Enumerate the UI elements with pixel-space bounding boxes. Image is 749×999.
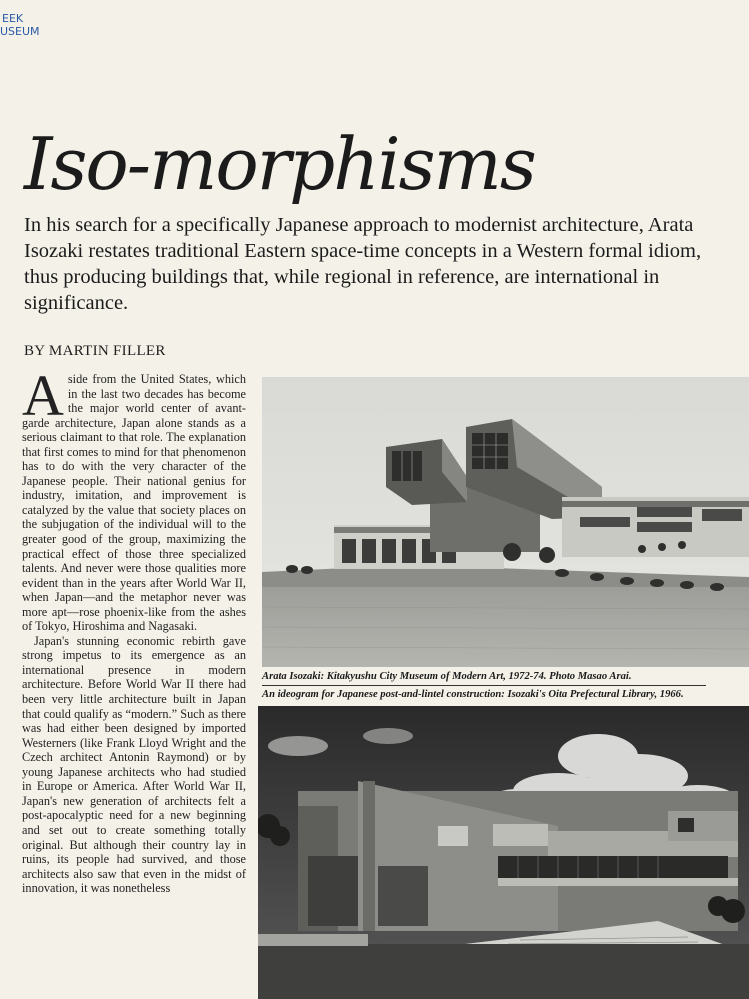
body-column bbox=[22, 363, 246, 896]
photo2-caption: An ideogram for Japanese post-and-lintel construction: Isozaki's Oita Prefectural Library, 1966. bbox=[262, 689, 684, 700]
stamp-line-2: USEUM bbox=[0, 25, 40, 38]
museum-photo bbox=[262, 377, 749, 667]
stamp-line-1: EEK bbox=[2, 12, 24, 25]
article-title: Iso-morphisms bbox=[24, 122, 535, 206]
library-photo bbox=[258, 706, 749, 999]
library-stamp bbox=[0, 12, 60, 38]
byline: BY MARTIN FILLER bbox=[24, 343, 166, 359]
caption-divider bbox=[262, 685, 706, 686]
article-dek: In his search for a specifically Japanese approach to modernist architecture, Arata Isozaki restates traditional Eastern space-time concepts in a Western formal idiom, thus producing buildings that, while regional in reference, are international in significance. bbox=[24, 214, 702, 314]
photo1-caption: Arata Isozaki: Kitakyushu City Museum of Modern Art, 1972-74. Photo Masao Arai. bbox=[262, 671, 632, 682]
body-paragraph-1 bbox=[22, 363, 246, 634]
paragraph-1-text: side from the United States, which in the last two decades has become the major world center of avant-garde architecture, Japan alone stands as a serious claimant to that role. The explanation that first comes to mind for that phenomenon has to do with the very character of the Japanese people. Their national genius for industry, imitation, and improvement is catalyzed by the value that society places on the subjugation of the individual will to the greater good of the group, maximizing the practical effect of those three specialized talents. And never were those qualities more evident than in the years after World War II, when Japan—and the metaphor never was more apt—rose phoenix-like from the ashes of Tokyo, Hiroshima and Nagasaki. bbox=[22, 372, 246, 634]
body-paragraph-2: Japan's stunning economic rebirth gave strong impetus to its emergence as an international presence in modern architecture. Before World War II there had been very little architecture built in Japan that could qualify as “modern.” Such as there was had either been designed by imported Westerners (like Frank Lloyd Wright and the Czech architect Antonin Raymond) or by young Japanese architects who had studied in Europe or America. After World War II, Japan's new generation of architects felt a post-apocalyptic need for a new beginning and set out to create something totally original. But although their country lay in ruins, its people had survived, and those architects also saw that even in the midst of innovation, it was nonetheless bbox=[22, 633, 246, 896]
drop-cap: A bbox=[22, 363, 64, 428]
